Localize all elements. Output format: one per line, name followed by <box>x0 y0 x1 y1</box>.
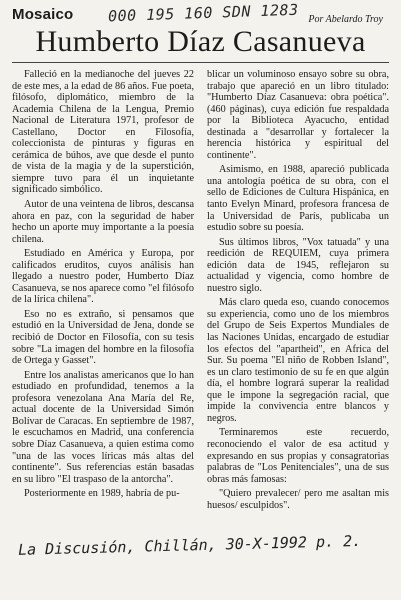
handwritten-citation: La Discusión, Chillán, 30-X-1992 p. 2. <box>17 531 362 559</box>
paragraph: Autor de una veintena de libros, descansa ahora en paz, con la seguridad de haber hecho un aporte muy importante a la poesía chilena. <box>12 199 194 245</box>
paragraph: Asimismo, en 1988, apareció publicada una antología poética de su obra, con el sello de Ediciones de Cultura Hispánica, en tanto Evelyn Minard, profesora francesa de la Universidad de París, publicaba un estudio sobre su poesía. <box>207 164 389 234</box>
paragraph: Terminaremos este recuerdo, reconociendo el valor de esa actitud y expresando en sus propias y consagratorias palabras de "Los Penitenciales", una de sus obras más famosas: <box>207 427 389 485</box>
author-byline: Por Abelardo Troy <box>308 14 383 25</box>
paragraph: Entre los analistas americanos que lo han estudiado en profundidad, tenemos a la profesora venezolana Ana María del Re, actual docente de la Universidad Simón Bolívar de Caracas. En septiembre de 1987, le escuchamos en Madrid, una conferencia sobre Díaz Casanueva, a quien estima como "una de las voces líricas más altas del continente". Sus referencias están basadas en su libro "El traspaso de la antorcha". <box>12 369 194 485</box>
paragraph: Eso no es extraño, si pensamos que estudió en la Universidad de Jena, donde se recibió de Doctor en Filosofía, con su tesis sobre "La imagen del hombre en la filosofía de Ortega y Gasset". <box>12 308 194 367</box>
paragraph: Posteriormente en 1989, habría de pu- <box>24 488 180 500</box>
article-body <box>12 69 389 511</box>
article-column-right <box>207 69 389 511</box>
section-name: Mosaico <box>12 6 74 23</box>
poem-quote: "Quiero prevalecer/ pero me asaltan mis huesos/ esculpidos". <box>207 488 389 511</box>
paragraph: Sus últimos libros, "Vox tatuada" y una reedición de REQUIEM, cuya primera edición data de 1945, reflejaron su actualidad y vigencia, como hombre de nuestro siglo. <box>207 236 389 294</box>
article-headline: Humberto Díaz Casanueva <box>35 25 366 58</box>
headline-divider <box>12 62 389 63</box>
clipping-header <box>12 0 389 26</box>
paragraph: Estudiado en América y Europa, por calificados eruditos, cuyos análisis han llegado a nuestro poder, Humberto Díaz Casanueva, se nos aparece como "el filósofo de la lírica chilena". <box>12 248 194 306</box>
paragraph-continued: blicar un voluminoso ensayo sobre su obra, trabajo que apareció en un libro titulado: "Humberto Díaz Casanueva: obra poética". (460 páginas), cuya edición fue respaldada por la Biblioteca Ayacucho, entidad destinada a "desarrollar y fortalecer la herencia histórica y espiritual del continente". <box>207 69 389 161</box>
paragraph: Más claro queda eso, cuando conocemos su experiencia, como uno de los miembros del Grupo de Seis Expertos Mundiales de las Naciones Unidas, encargado de estudiar los efectos del "apartheid", en Africa del Sur. Su poema "El niño de Robben Island", es un claro testimonio de su fe en que algún día, el hombre logrará superar la realidad que le impone la segregación racial, que impide la convivencia entre blancos y negros. <box>207 297 389 424</box>
paragraph: Falleció en la medianoche del jueves 22 de este mes, a la edad de 86 años. Fue poeta, filósofo, diplomático, miembro de la Academia Chilena de la Lengua, Premio Nacional de Literatura 1971, profesor de Castellano, Doctor en Filosofía, coleccionista de pinturas y figuras en cerámica de búhos, ave que desde el punto de vista de la magia y de la superstición, siempre tuvo para él un inquietante significado simbólico. <box>12 69 194 196</box>
article-column-left <box>12 69 194 505</box>
handwritten-catalog-code: 000 195 160 SDN 1283 <box>107 0 299 26</box>
